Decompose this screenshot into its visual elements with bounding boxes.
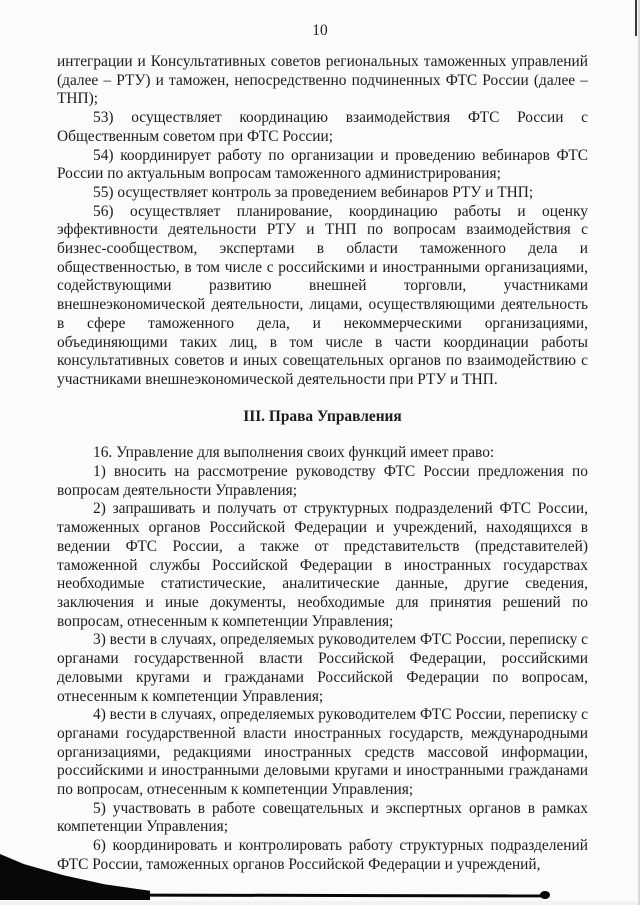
para-item-55: 55) осуществляет контроль за проведением вебинаров РТУ и ТНП; [93,183,534,201]
document-body [57,53,588,875]
section-heading-rights: III. Права Управления [243,407,402,425]
para-subitem-5: 5) участвовать в работе совещательных и экспертных органов в рамках компетенции Управления; [57,799,588,836]
para-subitem-3: 3) вести в случаях, определяемых руководителем ФТС России, переписку с органами государственной власти Российской Федерации, российскими деловыми кругами и гражданами Российской Федерации по вопросам, отнесенным к компетенции Управления; [57,631,588,705]
para-item-56: 56) осуществляет планирование, координацию работы и оценку эффективности деятельности РТУ и ТНП по вопросам взаимодействия с бизнес-сообществом, экспертами в области таможенного дела и общественностью, в том числе с российскими и иностранными организациями, содействующими развитию внешней торговли, участниками внешнеэкономической деятельности, лицами, осуществляющими деятельность в сфере таможенного дела, и некоммерческими организациями, объединяющими таких лиц, в том числе в части координации работы консультативных советов и иных совещательных органов по взаимодействию с участниками внешнеэкономической деятельности при РТУ и ТНП. [57,202,588,388]
para-subitem-6: 6) координировать и контролировать работу структурных подразделений ФТС России, таможенных органов Российской Федерации и учреждений, [57,837,588,873]
scan-artifact-top-right-line [635,0,637,36]
para-subitem-2: 2) запрашивать и получать от структурных подразделений ФТС России, таможенных органов Российской Федерации и учреждений, находящихся в ведении ФТС России, а также от представительств (представителей) таможенной службы Российской Федерации в иностранных государствах необходимые статистические, аналитические данные, другие сведения, заключения и иные документы, необходимые для принятия решений по вопросам, отнесенным к компетенции Управления; [57,500,588,630]
scan-artifact-bottom-blob [540,891,550,899]
scan-bottom-paper-edge [0,901,640,905]
para-intro-continuation: интеграции и Консультативных советов региональных таможенных управлений (далее – РТУ) и таможен, непосредственно подчиненных ФТС России (далее – ТНП); [57,53,588,108]
para-subitem-4: 4) вести в случаях, определяемых руководителем ФТС России, переписку с органами государственной власти иностранных государств, международными организациями, редакциями иностранных средств массовой информации, российскими и иностранными деловыми кругами и иностранными гражданами по вопросам, отнесенным к компетенции Управления; [57,706,588,799]
para-item-53: 53) осуществляет координацию взаимодействия ФТС России с Общественным советом при ФТС России; [57,109,588,145]
para-clause-16: 16. Управление для выполнения своих функций имеет право: [93,444,495,462]
page-number: 10 [312,22,328,39]
scan-artifact-bottom-line [145,894,543,898]
para-item-54: 54) координирует работу по организации и проведению вебинаров ФТС России по актуальным вопросам таможенного администрирования; [57,146,588,183]
para-subitem-1: 1) вносить на рассмотрение руководству ФТС России предложения по вопросам деятельности Управления; [57,463,588,499]
